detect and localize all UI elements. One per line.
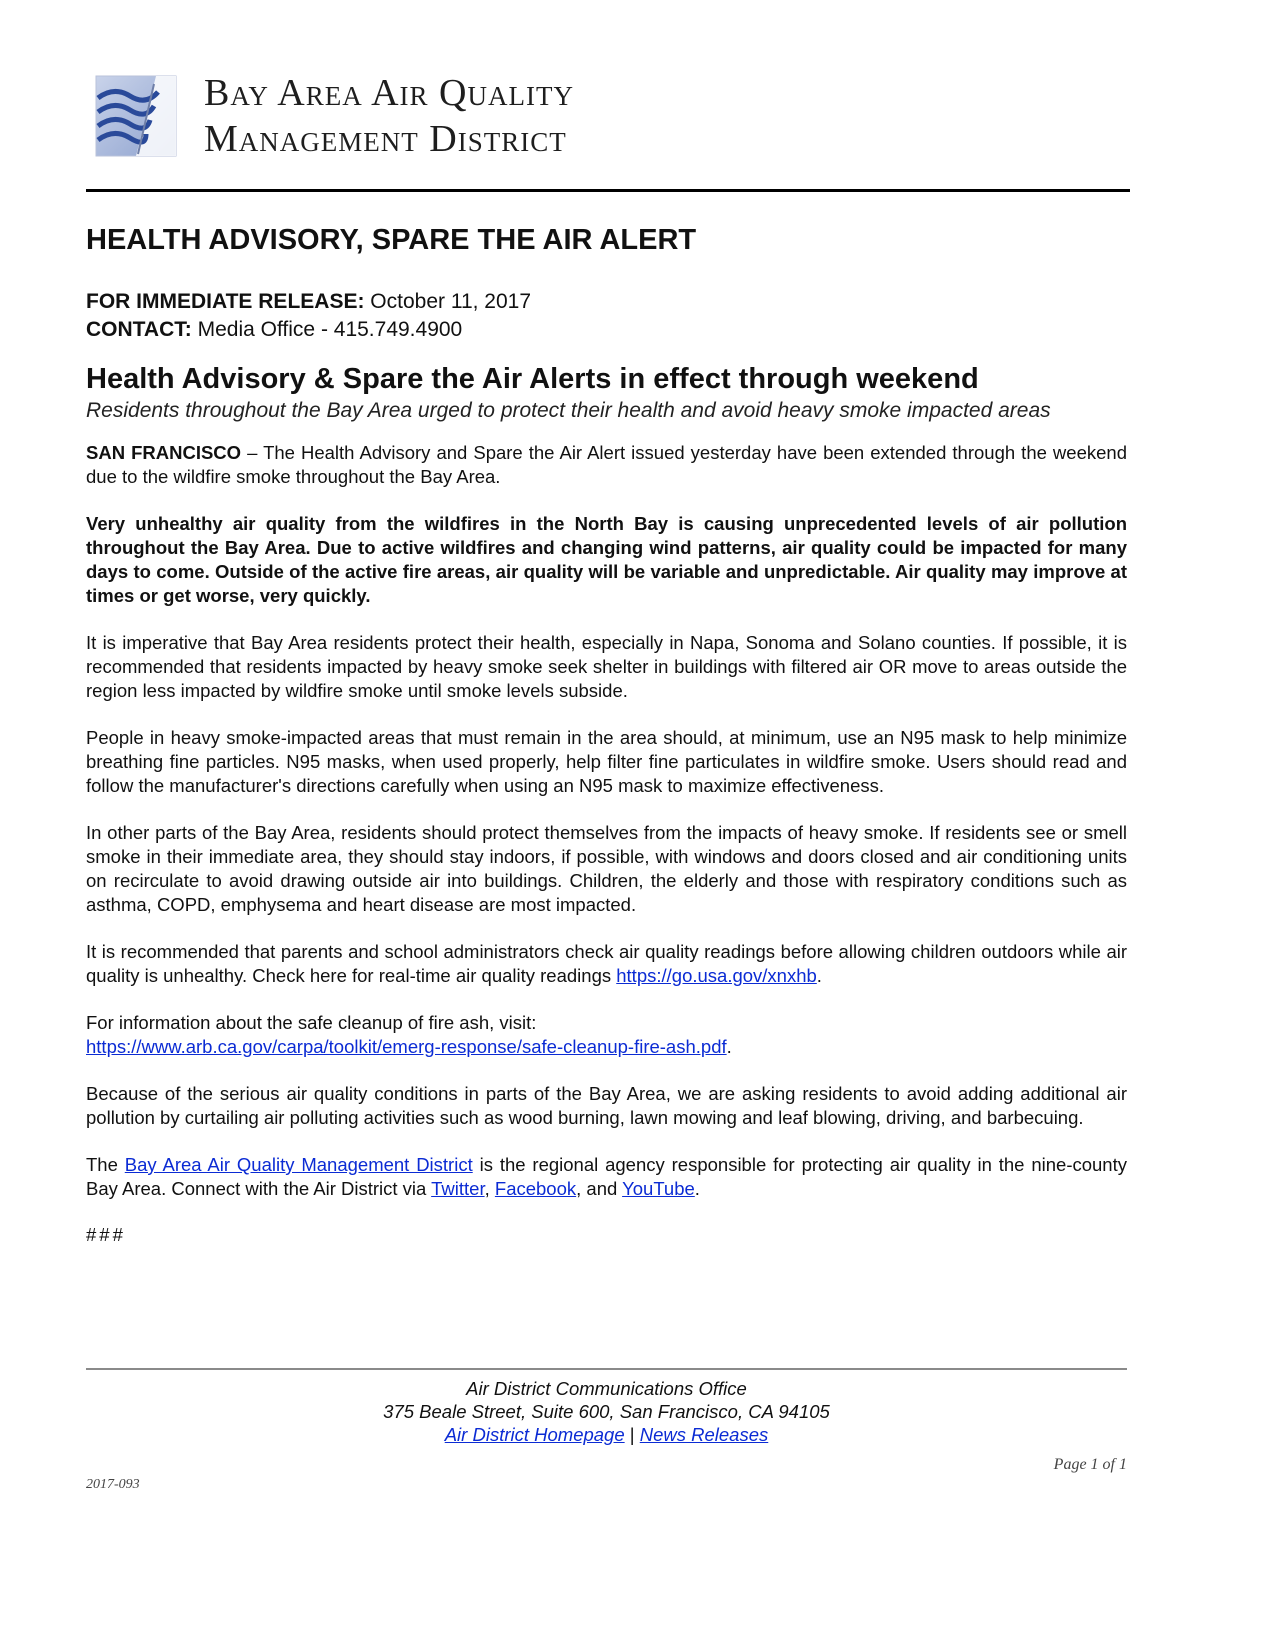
release-label: FOR IMMEDIATE RELEASE: [86, 290, 365, 313]
release-meta [86, 288, 1127, 344]
dateline: SAN FRANCISCO [86, 442, 242, 463]
contact-value: Media Office - 415.749.4900 [197, 318, 463, 341]
headline: Health Advisory & Spare the Air Alerts in effect through weekend [86, 363, 979, 395]
news-releases-link[interactable]: News Releases [639, 1424, 769, 1445]
paragraph-4: People in heavy smoke-impacted areas that must remain in the area should, at minimum, use an N95 mask to help minimize breathing fine particles. N95 masks, when used properly, help filter fine particulates in wildfire smoke. Users should read and follow the manufacturer's directions carefully when using an N95 mask to maximize effectiveness. [86, 727, 1127, 796]
end-mark: ### [86, 1224, 126, 1245]
org-name [204, 70, 574, 162]
baaqmd-link[interactable]: Bay Area Air Quality Management District [124, 1154, 473, 1175]
release-date: October 11, 2017 [370, 290, 532, 313]
subheadline: Residents throughout the Bay Area urged to protect their health and avoid heavy smoke impacted areas [86, 399, 1051, 422]
waves-logo-icon [92, 72, 180, 160]
fire-ash-cleanup-link[interactable]: https://www.arb.ca.gov/carpa/toolkit/emerg-response/safe-cleanup-fire-ash.pdf [86, 1036, 727, 1057]
release-date-line [86, 288, 1127, 316]
paragraph-3: It is imperative that Bay Area residents protect their health, especially in Napa, Sonoma and Solano counties. If possible, it is recommended that residents impacted by heavy smoke seek shelter in buildings with filtered air OR move to areas outside the region less impacted by wildfire smoke until smoke levels subside. [86, 632, 1127, 701]
footer [86, 1377, 1127, 1446]
document-number: 2017-093 [86, 1477, 140, 1492]
footer-address: 375 Beale Street, Suite 600, San Francisco, CA 94105 [383, 1401, 830, 1422]
youtube-link[interactable]: YouTube [622, 1178, 695, 1199]
homepage-link[interactable]: Air District Homepage [444, 1424, 625, 1445]
twitter-link[interactable]: Twitter [431, 1178, 485, 1199]
paragraph-7: For information about the safe cleanup of fire ash, visit: https://www.arb.ca.gov/carpa/toolkit/emerg-response/safe-cleanup-fire-ash.pdf. [86, 1012, 732, 1057]
paragraph-2: Very unhealthy air quality from the wildfires in the North Bay is causing unprecedented levels of air pollution throughout the Bay Area. Due to active wildfires and changing wind patterns, air quality could be impacted for many days to come. Outside of the active fire areas, air quality will be variable and unpredictable. Air quality may improve at times or get worse, very quickly. [86, 513, 1127, 606]
air-quality-readings-link[interactable]: https://go.usa.gov/xnxhb [616, 965, 817, 986]
paragraph-5: In other parts of the Bay Area, residents should protect themselves from the impacts of heavy smoke. If residents see or smell smoke in their immediate area, they should stay indoors, if possible, with windows and doors closed and air conditioning units on recirculate to avoid drawing outside air into buildings. Children, the elderly and those with respiratory conditions such as asthma, COPD, emphysema and heart disease are most impacted. [86, 822, 1127, 915]
page-title: HEALTH ADVISORY, SPARE THE AIR ALERT [86, 224, 697, 256]
page-number: Page 1 of 1 [1053, 1456, 1127, 1473]
footer-divider [86, 1368, 1127, 1370]
paragraph-6: It is recommended that parents and school administrators check air quality readings before allowing children outdoors while air quality is unhealthy. Check here for real-time air quality readings https://go.usa.gov/xnxhb. [86, 941, 1127, 986]
paragraph-8: Because of the serious air quality conditions in parts of the Bay Area, we are asking residents to avoid adding additional air pollution by curtailing air polluting activities such as wood burning, lawn mowing and leaf blowing, driving, and barbecuing. [86, 1083, 1127, 1128]
header-divider [86, 189, 1130, 192]
facebook-link[interactable]: Facebook [494, 1178, 577, 1199]
footer-links: Air District Homepage | News Releases [444, 1424, 769, 1445]
org-name-line1: Bay Area Air Quality [204, 72, 574, 114]
contact-line [86, 316, 1127, 344]
paragraph-1: SAN FRANCISCO – The Health Advisory and Spare the Air Alert issued yesterday have been extended through the weekend due to the wildfire smoke throughout the Bay Area. [86, 442, 1127, 487]
paragraph-9: The Bay Area Air Quality Management District is the regional agency responsible for protecting air quality in the nine-county Bay Area. Connect with the Air District via Twitter, Facebook, and YouTube. [86, 1154, 1127, 1199]
org-name-line2: Management District [204, 118, 567, 160]
footer-office: Air District Communications Office [466, 1378, 747, 1399]
contact-label: CONTACT: [86, 318, 192, 341]
press-release-body [86, 222, 1127, 1246]
